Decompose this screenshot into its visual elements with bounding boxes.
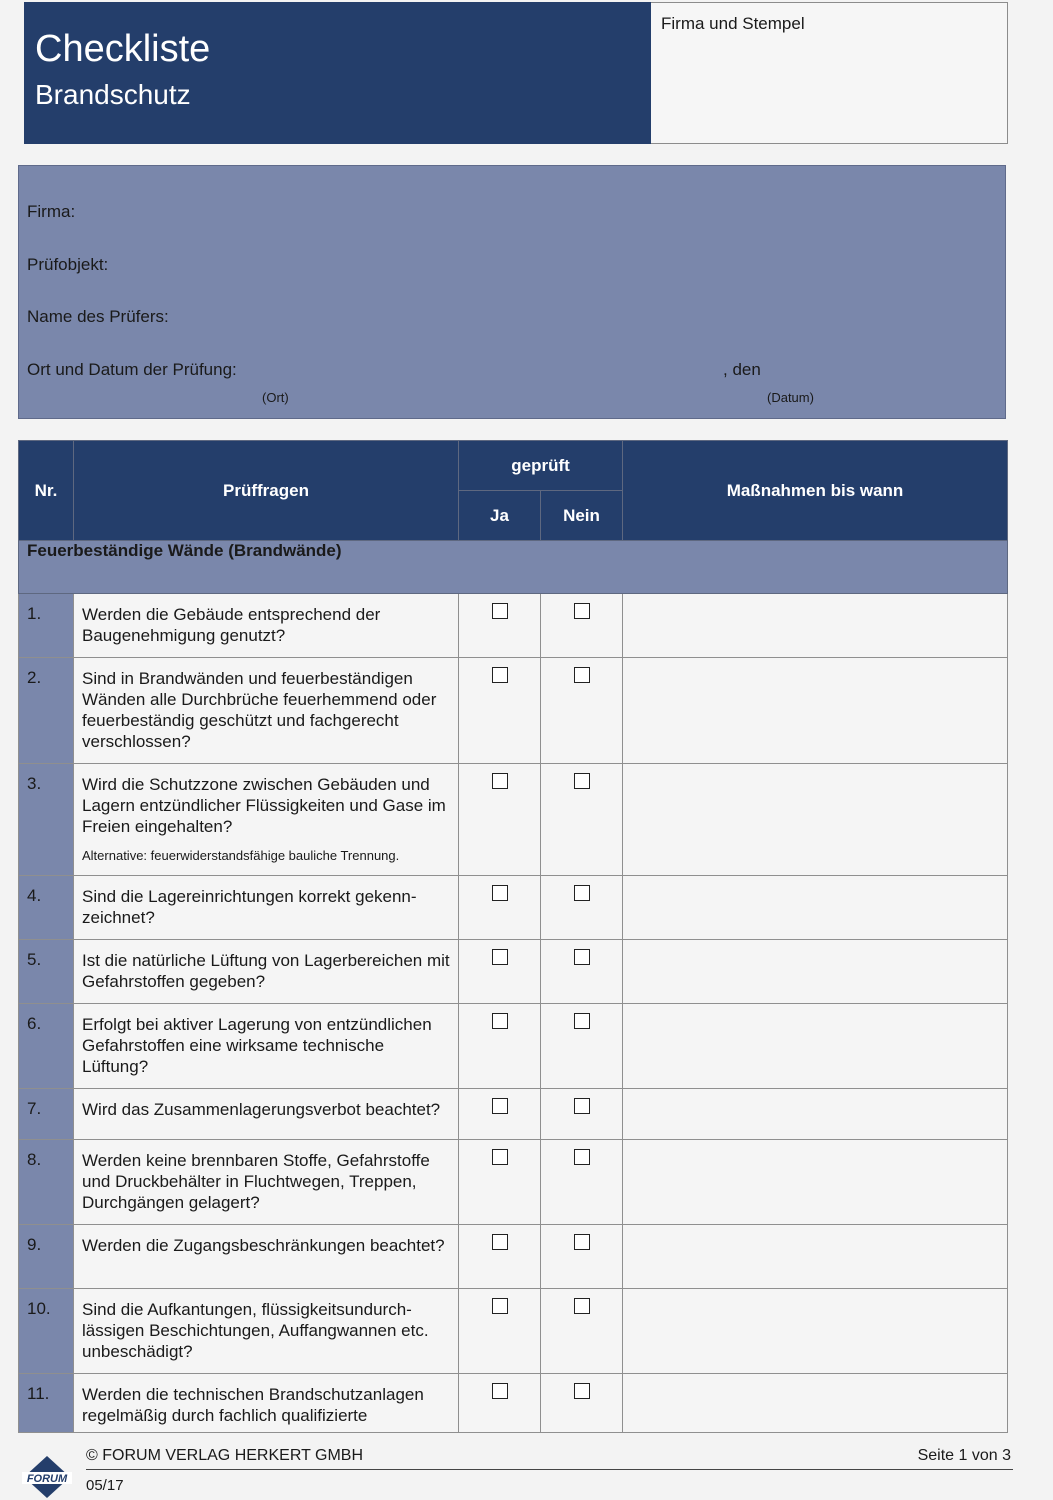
massnahmen-cell[interactable]	[623, 658, 1008, 764]
question-text: Sind die Aufkantungen, flüssigkeitsundurch-lässigen Beschichtungen, Auffangwannen etc. unbeschädigt?	[82, 1300, 429, 1361]
question-note: Alternative: feuerwiderstandsfähige bauliche Trennung.	[82, 848, 400, 863]
col-header-nein: Nein	[541, 491, 623, 541]
row-number: 7.	[19, 1089, 74, 1140]
row-number: 8.	[19, 1140, 74, 1225]
question-cell	[74, 940, 459, 1004]
nein-cell	[541, 1374, 623, 1433]
ja-checkbox[interactable]	[492, 1234, 508, 1250]
logo-text: FORUM	[26, 1473, 68, 1485]
massnahmen-cell[interactable]	[623, 940, 1008, 1004]
nein-checkbox[interactable]	[574, 1383, 590, 1399]
massnahmen-cell[interactable]	[623, 1004, 1008, 1089]
question-text: Werden die Zugangsbeschränkungen beachtet?	[82, 1236, 445, 1255]
footer	[18, 1440, 1013, 1500]
question-text: Erfolgt bei aktiver Lagerung von entzündlichen Gefahrstoffen eine wirksame technische Lüftung?	[82, 1015, 432, 1076]
table-row	[19, 764, 1008, 876]
ja-cell	[459, 876, 541, 940]
table-row	[19, 940, 1008, 1004]
nein-cell	[541, 1225, 623, 1289]
ja-cell	[459, 1289, 541, 1374]
massnahmen-cell[interactable]	[623, 1225, 1008, 1289]
ja-checkbox[interactable]	[492, 1098, 508, 1114]
massnahmen-cell[interactable]	[623, 1140, 1008, 1225]
table-row	[19, 1225, 1008, 1289]
table-row	[19, 1004, 1008, 1089]
question-cell	[74, 1289, 459, 1374]
document-subtitle: Brandschutz	[35, 79, 191, 110]
question-cell	[74, 594, 459, 658]
firma-label: Firma:	[27, 202, 76, 221]
section-title: Feuerbeständige Wände (Brandwände)	[19, 541, 1008, 594]
question-text: Werden die Gebäude entsprechend der Baugenehmigung genutzt?	[82, 605, 381, 645]
nein-cell	[541, 1289, 623, 1374]
document-title: Checkliste	[35, 28, 211, 70]
den-label: , den	[723, 360, 761, 379]
ja-cell	[459, 658, 541, 764]
nein-cell	[541, 940, 623, 1004]
question-text: Ist die natürliche Lüftung von Lagerbereichen mit Gefahrstoffen gegeben?	[82, 951, 450, 991]
question-cell	[74, 1225, 459, 1289]
forum-logo	[22, 1454, 72, 1500]
ja-checkbox[interactable]	[492, 885, 508, 901]
nein-checkbox[interactable]	[574, 949, 590, 965]
ort-datum-label: Ort und Datum der Prüfung:	[27, 360, 237, 379]
table-row	[19, 594, 1008, 658]
nein-checkbox[interactable]	[574, 603, 590, 619]
table-row	[19, 1289, 1008, 1374]
question-cell	[74, 1004, 459, 1089]
col-header-massnahmen: Maßnahmen bis wann	[623, 441, 1008, 541]
nein-checkbox[interactable]	[574, 1149, 590, 1165]
nein-checkbox[interactable]	[574, 1234, 590, 1250]
ja-checkbox[interactable]	[492, 603, 508, 619]
col-header-fragen: Prüffragen	[74, 441, 459, 541]
footer-divider	[86, 1469, 1013, 1470]
question-text: Werden keine brennbaren Stoffe, Gefahrstoffe und Druckbehälter in Fluchtwegen, Treppen, Durchgängen gelagert?	[82, 1151, 430, 1212]
ja-cell	[459, 1374, 541, 1433]
question-cell	[74, 1374, 459, 1433]
row-number: 4.	[19, 876, 74, 940]
nein-cell	[541, 1004, 623, 1089]
pruefobjekt-label: Prüfobjekt:	[27, 255, 109, 274]
checklist-table	[18, 440, 1007, 1433]
table-row	[19, 1089, 1008, 1140]
ja-checkbox[interactable]	[492, 1013, 508, 1029]
ja-checkbox[interactable]	[492, 1149, 508, 1165]
massnahmen-cell[interactable]	[623, 1289, 1008, 1374]
nein-cell	[541, 1140, 623, 1225]
question-text: Sind in Brandwänden und feuerbeständigen Wänden alle Durchbrüche feuerhemmend oder feuerbeständig geschützt und fachgerecht verschlossen?	[82, 669, 437, 751]
question-text: Wird das Zusammenlagerungsverbot beachtet?	[82, 1100, 441, 1119]
question-cell	[74, 1140, 459, 1225]
ja-cell	[459, 1140, 541, 1225]
ja-checkbox[interactable]	[492, 667, 508, 683]
question-text: Sind die Lagereinrichtungen korrekt gekenn-zeichnet?	[82, 887, 417, 927]
nein-cell	[541, 658, 623, 764]
ja-cell	[459, 1225, 541, 1289]
ja-checkbox[interactable]	[492, 1298, 508, 1314]
massnahmen-cell[interactable]	[623, 1374, 1008, 1433]
col-header-ja: Ja	[459, 491, 541, 541]
question-cell	[74, 658, 459, 764]
ja-cell	[459, 1089, 541, 1140]
page-number: Seite 1 von 3	[917, 1447, 1011, 1464]
ja-checkbox[interactable]	[492, 1383, 508, 1399]
question-cell	[74, 1089, 459, 1140]
massnahmen-cell[interactable]	[623, 1089, 1008, 1140]
ort-hint: (Ort)	[262, 390, 289, 405]
ja-cell	[459, 594, 541, 658]
pruefer-label: Name des Prüfers:	[27, 307, 169, 326]
nein-checkbox[interactable]	[574, 885, 590, 901]
ja-checkbox[interactable]	[492, 949, 508, 965]
nein-cell	[541, 1089, 623, 1140]
stamp-label: Firma und Stempel	[661, 14, 805, 33]
info-panel	[18, 165, 1006, 419]
row-number: 1.	[19, 594, 74, 658]
nein-cell	[541, 764, 623, 876]
nein-checkbox[interactable]	[574, 1013, 590, 1029]
nein-cell	[541, 876, 623, 940]
row-number: 11.	[19, 1374, 74, 1433]
ja-cell	[459, 940, 541, 1004]
question-cell	[74, 764, 459, 876]
question-text: Werden die technischen Brandschutzanlagen regelmäßig durch fachlich qualifizierte	[82, 1385, 424, 1425]
nein-checkbox[interactable]	[574, 773, 590, 789]
table-row	[19, 1374, 1008, 1433]
footer-date: 05/17	[86, 1477, 124, 1494]
question-cell	[74, 876, 459, 940]
datum-hint: (Datum)	[767, 390, 814, 405]
row-number: 9.	[19, 1225, 74, 1289]
copyright: © FORUM VERLAG HERKERT GMBH	[86, 1447, 364, 1464]
ja-cell	[459, 1004, 541, 1089]
row-number: 6.	[19, 1004, 74, 1089]
col-header-geprueft: geprüft	[459, 441, 623, 491]
massnahmen-cell[interactable]	[623, 594, 1008, 658]
question-text: Wird die Schutzzone zwischen Gebäuden und Lagern entzündlicher Flüssigkeiten und Gase im Freien eingehalten?	[82, 775, 446, 836]
col-header-nr: Nr.	[19, 441, 74, 541]
section-row	[19, 541, 1008, 594]
title-block	[24, 2, 651, 144]
nein-checkbox[interactable]	[574, 667, 590, 683]
table-row	[19, 1140, 1008, 1225]
ja-checkbox[interactable]	[492, 773, 508, 789]
row-number: 10.	[19, 1289, 74, 1374]
nein-cell	[541, 594, 623, 658]
nein-checkbox[interactable]	[574, 1098, 590, 1114]
row-number: 2.	[19, 658, 74, 764]
row-number: 5.	[19, 940, 74, 1004]
table-row	[19, 658, 1008, 764]
ja-cell	[459, 764, 541, 876]
massnahmen-cell[interactable]	[623, 764, 1008, 876]
row-number: 3.	[19, 764, 74, 876]
table-row	[19, 876, 1008, 940]
nein-checkbox[interactable]	[574, 1298, 590, 1314]
stamp-box[interactable]	[651, 2, 1008, 144]
massnahmen-cell[interactable]	[623, 876, 1008, 940]
